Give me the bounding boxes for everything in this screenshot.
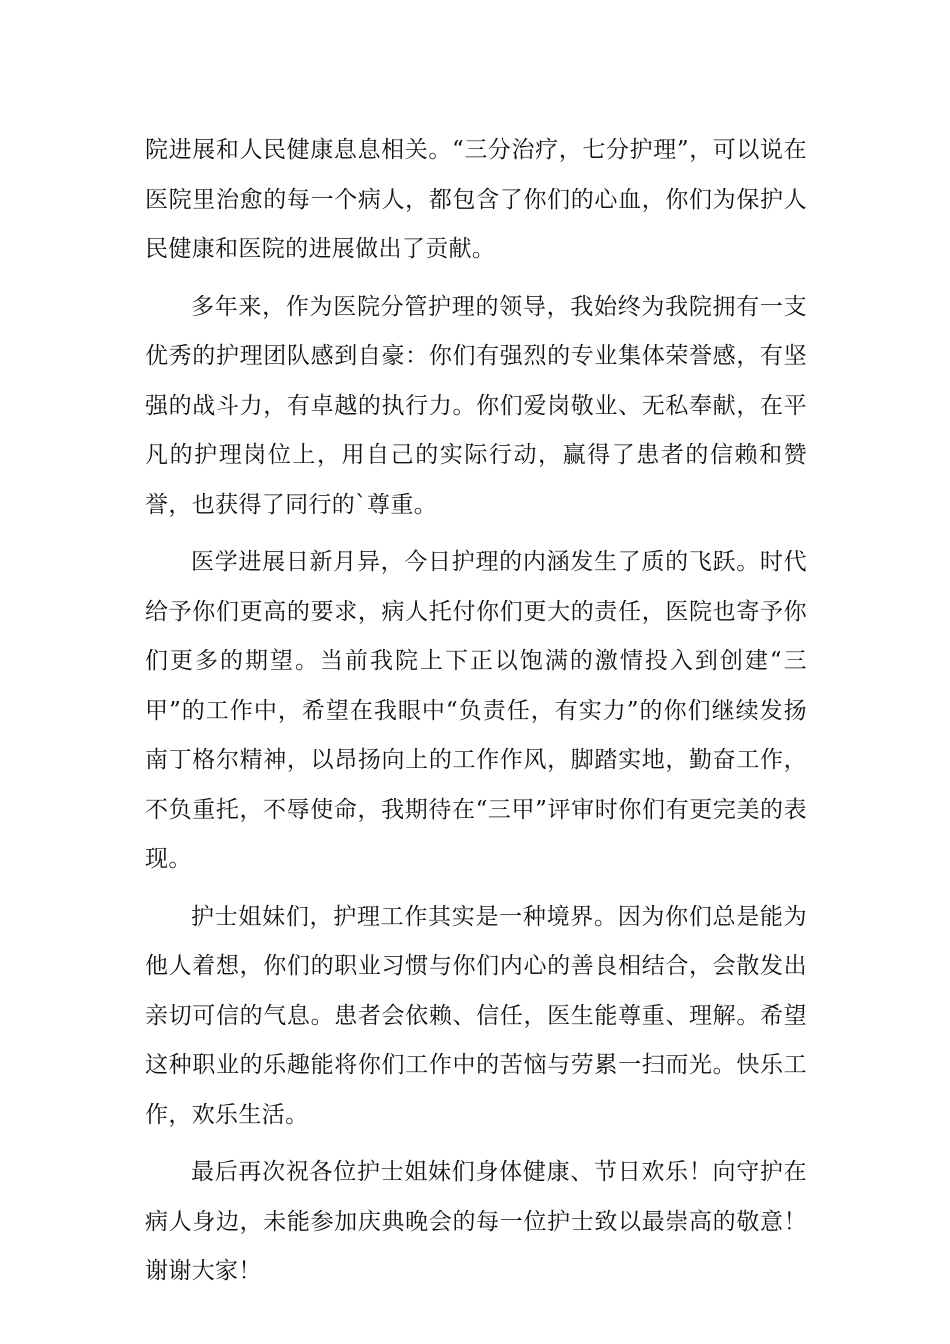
paragraph-medical-progress: 医学进展日新月异，今日护理的内涵发生了质的飞跃。时代给予你们更高的要求，病人托付你们更大的责任，医院也寄予你们更多的期望。当前我院上下正以饱满的激情投入到创建“三甲”的工作中，希望在我眼中“负责任，有实力”的你们继续发扬南丁格尔精神，以昂扬向上的工作作风，脚踏实地，勤奋工作，不负重托，不辱使命，我期待在“三甲”评审时你们有更完美的表现。 (145, 549, 807, 872)
document-body (145, 126, 807, 1305)
paragraph-closing-wishes: 最后再次祝各位护士姐妹们身体健康、节日欢乐！向守护在病人身边，未能参加庆典晚会的每一位护士致以最崇高的敬意！谢谢大家！ (145, 1159, 807, 1284)
paragraph-nursing-realm: 护士姐妹们，护理工作其实是一种境界。因为你们总是能为他人着想，你们的职业习惯与你们内心的善良相结合，会散发出亲切可信的气息。患者会依赖、信任，医生能尊重、理解。希望这种职业的乐趣能将你们工作中的苦恼与劳累一扫而光。快乐工作，欢乐生活。 (145, 903, 807, 1128)
paragraph-nursing-team: 多年来，作为医院分管护理的领导，我始终为我院拥有一支优秀的护理团队感到自豪：你们有强烈的专业集体荣誉感，有坚强的战斗力，有卓越的执行力。你们爱岗敬业、无私奉献，在平凡的护理岗位上，用自己的实际行动，赢得了患者的信赖和赞誉，也获得了同行的`尊重。 (145, 293, 807, 518)
paragraph-continuation: 院进展和人民健康息息相关。“三分治疗，七分护理”，可以说在医院里治愈的每一个病人，都包含了你们的心血，你们为保护人民健康和医院的进展做出了贡献。 (145, 137, 807, 262)
